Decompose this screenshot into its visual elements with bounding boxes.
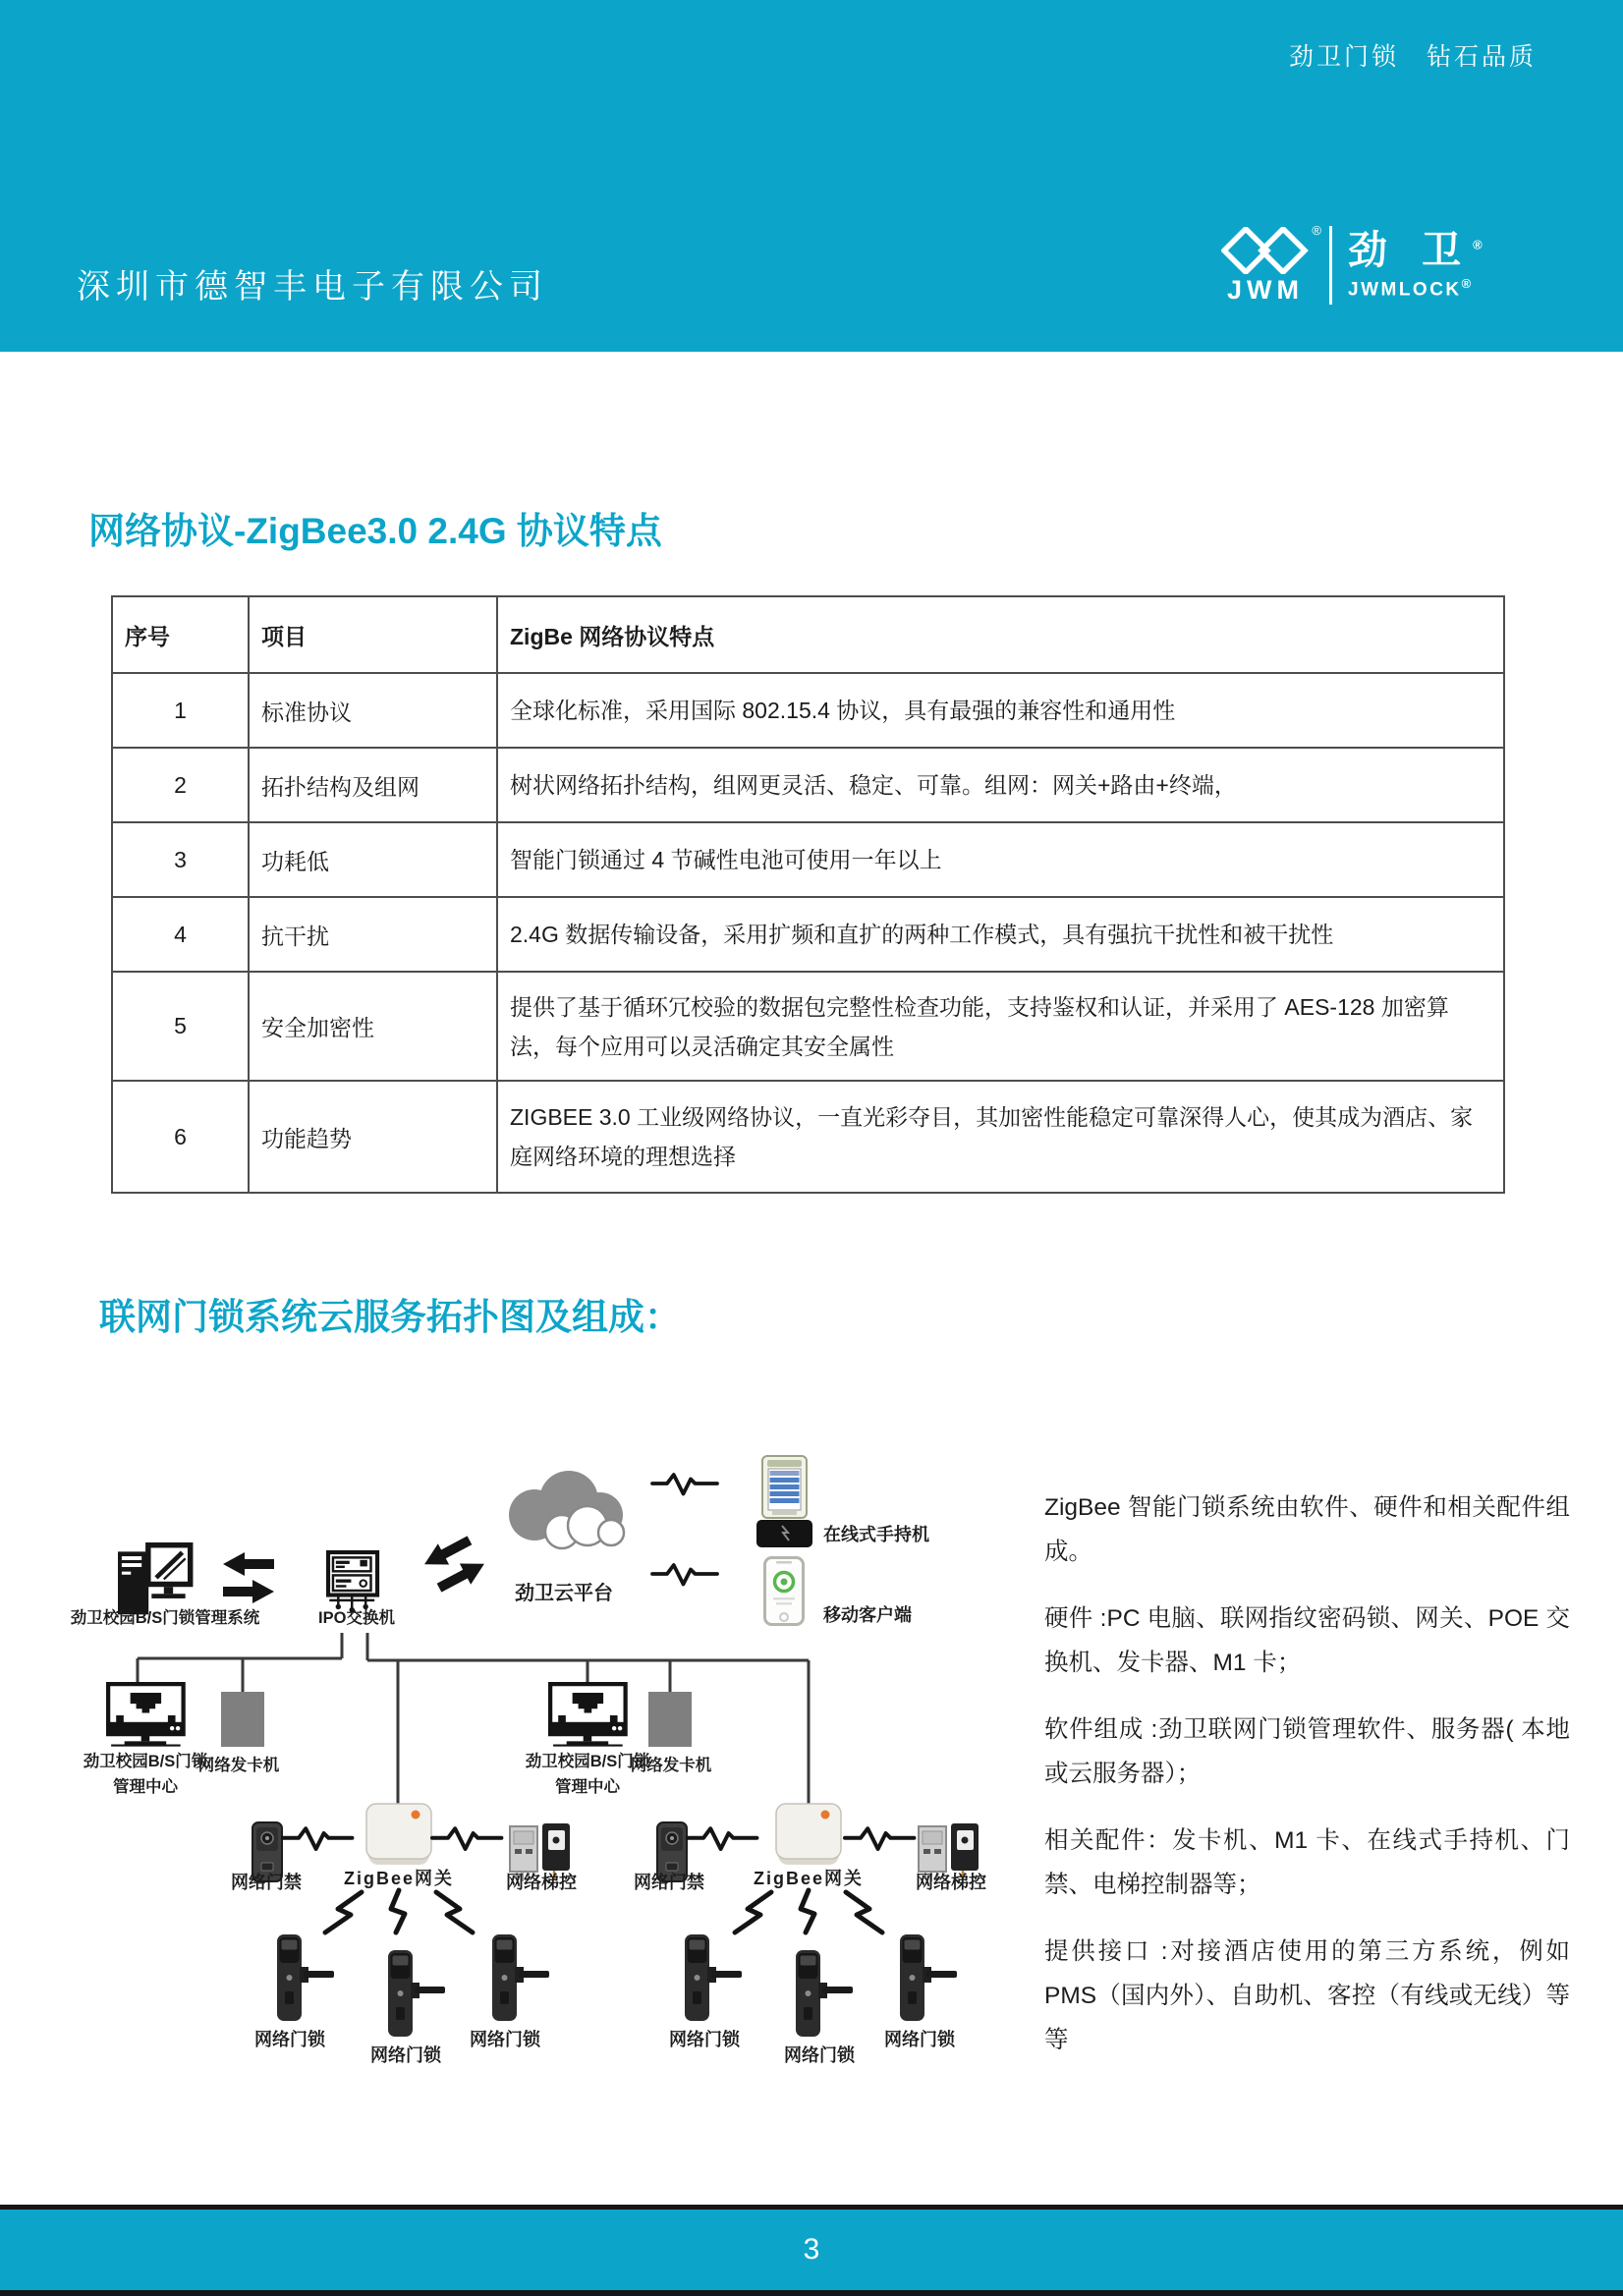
mgmt-center-icon-right: [550, 1684, 626, 1745]
jwm-logo-block: [1221, 223, 1321, 305]
gateway-label: ZigBee网关: [753, 1869, 865, 1888]
col-header-desc: ZigBe 网络协议特点: [497, 596, 1504, 673]
signal-pulse-icon: [652, 1565, 717, 1585]
cloud-icon: [509, 1471, 624, 1548]
jwm-wordmark: JWM: [1227, 275, 1304, 305]
cell-no: 6: [112, 1081, 249, 1193]
table-row: [112, 972, 1504, 1081]
logo-divider: [1329, 226, 1332, 305]
description-paragraph: 相关配件：发卡机、M1 卡、在线式手持机、门禁、电梯控制器等；: [1044, 1827, 1570, 1898]
brand-name-cn: 劲 卫®: [1348, 229, 1483, 273]
signal-pulse-icon: [432, 1828, 501, 1849]
header-tagline: 劲卫门锁 钻石品质: [1288, 43, 1537, 71]
handheld-terminal-icon: [756, 1456, 812, 1547]
cell-item: 功耗低: [249, 822, 497, 897]
network-lock-label: 网络门锁: [784, 2045, 855, 2065]
switch-icon: [328, 1552, 377, 1612]
zigbee-gateway-icon-left: [366, 1804, 431, 1865]
table-row: [112, 822, 1504, 897]
description-paragraph: ZigBee 智能门锁系统由软件、硬件和相关配件组成。: [1044, 1494, 1570, 1565]
mobile-phone-icon: [765, 1558, 804, 1625]
elevator-control-label: 网络梯控: [506, 1873, 577, 1892]
protocol-table: [111, 595, 1505, 1194]
description-paragraph: 提供接口 :对接酒店使用的第三方系统，例如 PMS（国内外）、自助机、客控（有线或无线）等等: [1044, 1938, 1570, 2053]
signal-pulse-icon: [283, 1828, 352, 1849]
handheld-label: 在线式手持机: [823, 1525, 929, 1544]
pc-system-label: 劲卫校园B/S门锁管理系统: [70, 1609, 260, 1627]
arrow-right-icon: [223, 1580, 274, 1603]
cell-item: 功能趋势: [249, 1081, 497, 1193]
registered-mark: ®: [1461, 276, 1472, 292]
network-lock-label: 网络门锁: [254, 2030, 325, 2049]
cell-desc: 全球化标准，采用国际 802.15.4 协议，具有最强的兼容性和通用性: [497, 673, 1504, 748]
topology-diagram: [59, 1425, 1051, 2102]
header-band: [0, 0, 1623, 352]
network-lock-icon: [900, 1934, 957, 2021]
brand-logo: [1221, 223, 1483, 305]
company-name: 深圳市德智丰电子有限公司: [77, 268, 548, 306]
cell-no: 2: [112, 748, 249, 822]
brand-wordmark-block: [1348, 231, 1483, 299]
card-machine-label: 网络发卡机: [630, 1757, 712, 1774]
cell-desc: 树状网络拓扑结构，组网更灵活、稳定、可靠。组网：网关+路由+终端，: [497, 748, 1504, 822]
network-lock-icon: [685, 1934, 742, 2021]
door-access-label: 网络门禁: [634, 1873, 704, 1892]
network-lock-label: 网络门锁: [884, 2030, 955, 2049]
card-machine-icon-left: [221, 1692, 264, 1747]
lightning-link-icon: [391, 1890, 405, 1932]
elevator-control-label: 网络梯控: [916, 1873, 986, 1892]
table-row: [112, 1081, 1504, 1193]
col-header-item: 项目: [249, 596, 497, 673]
switch-label: IPO交换机: [318, 1609, 395, 1627]
network-lock-icon: [277, 1934, 334, 2021]
table-row: [112, 897, 1504, 972]
table-row: [112, 673, 1504, 748]
mgmt-center-icon-left: [108, 1684, 184, 1745]
card-machine-label: 网络发卡机: [197, 1757, 280, 1774]
card-machine-icon-right: [648, 1692, 692, 1747]
cell-item: 安全加密性: [249, 972, 497, 1081]
description-paragraph: 硬件 :PC 电脑、联网指纹密码锁、网关、POE 交换机、发卡器、M1 卡；: [1044, 1605, 1570, 1676]
signal-pulse-icon: [688, 1828, 756, 1849]
lightning-link-icon: [325, 1892, 362, 1932]
zigbee-gateway-icon-right: [776, 1804, 841, 1865]
arrow-left-icon: [223, 1552, 274, 1576]
cell-no: 3: [112, 822, 249, 897]
protocol-section-title: 网络协议-ZigBee3.0 2.4G 协议特点: [88, 511, 662, 551]
gateway-label: ZigBee网关: [343, 1869, 455, 1888]
network-lock-icon: [492, 1934, 549, 2021]
registered-mark: ®: [1473, 238, 1483, 252]
cell-desc: 智能门锁通过 4 节碱性电池可使用一年以上: [497, 822, 1504, 897]
cell-item: 抗干扰: [249, 897, 497, 972]
table-row: [112, 748, 1504, 822]
table-header-row: [112, 596, 1504, 673]
page-number: 3: [803, 2233, 820, 2266]
cell-desc: 2.4G 数据传输设备，采用扩频和直扩的两种工作模式，具有强抗干扰性和被干扰性: [497, 897, 1504, 972]
lightning-link-icon: [801, 1890, 814, 1932]
cell-desc: ZIGBEE 3.0 工业级网络协议，一直光彩夺目，其加密性能稳定可靠深得人心，使其成为酒店、家庭网络环境的理想选择: [497, 1081, 1504, 1193]
brand-name-en: JWMLOCK®: [1348, 276, 1472, 301]
col-header-no: 序号: [112, 596, 249, 673]
lightning-link-icon: [846, 1892, 882, 1932]
mgmt-center-label: 劲卫校园B/S门锁: [525, 1753, 650, 1770]
jwm-diamonds-icon: [1221, 227, 1310, 274]
cell-no: 1: [112, 673, 249, 748]
registered-mark: ®: [1312, 223, 1321, 238]
pc-system-icon: [118, 1542, 193, 1614]
network-lock-icon: [796, 1950, 853, 2037]
cell-no: 5: [112, 972, 249, 1081]
cell-item: 拓扑结构及组网: [249, 748, 497, 822]
door-access-label: 网络门禁: [231, 1873, 302, 1892]
signal-pulse-icon: [652, 1475, 717, 1494]
lightning-link-icon: [436, 1892, 473, 1932]
mgmt-center-label: 劲卫校园B/S门锁: [83, 1753, 208, 1770]
topology-section-title: 联网门锁系统云服务拓扑图及组成：: [99, 1297, 681, 1337]
system-description: [1044, 1485, 1570, 2085]
network-lock-label: 网络门锁: [470, 2030, 540, 2049]
lightning-link-icon: [735, 1892, 771, 1932]
mgmt-center-label: 管理中心: [113, 1778, 178, 1796]
network-lock-label: 网络门锁: [370, 2045, 441, 2065]
signal-pulse-icon: [845, 1828, 914, 1849]
cell-item: 标准协议: [249, 673, 497, 748]
description-paragraph: 软件组成 :劲卫联网门锁管理软件、服务器( 本地或云服务器）；: [1044, 1716, 1570, 1787]
cloud-label: 劲卫云平台: [515, 1583, 613, 1604]
cell-desc: 提供了基于循环冗校验的数据包完整性检查功能，支持鉴权和认证，并采用了 AES-128 加密算法，每个应用可以灵活确定其安全属性: [497, 972, 1504, 1081]
network-lock-label: 网络门锁: [669, 2030, 740, 2049]
mobile-client-label: 移动客户端: [823, 1605, 912, 1625]
mgmt-center-label: 管理中心: [555, 1778, 620, 1796]
footer-band: [0, 2205, 1623, 2296]
cell-no: 4: [112, 897, 249, 972]
network-lock-icon: [388, 1950, 445, 2037]
